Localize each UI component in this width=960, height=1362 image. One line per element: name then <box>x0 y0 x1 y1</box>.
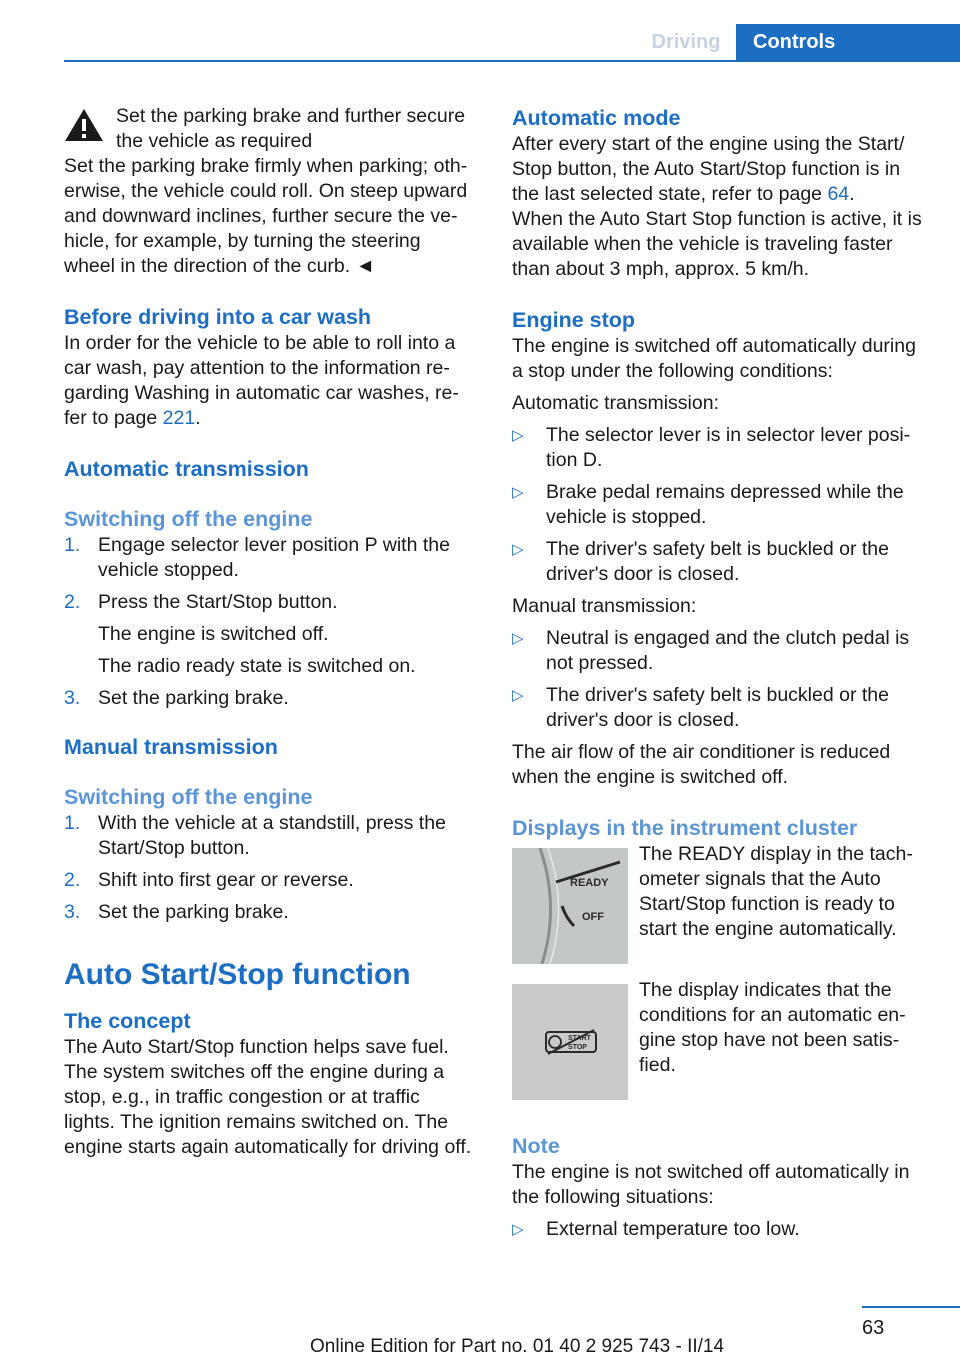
ready-display-text: The READY display in the tachometer signals that the Auto Start/Stop function is ready to start the engine automatically. <box>639 843 913 940</box>
warning-title <box>64 104 474 154</box>
step-number: 3. <box>64 687 81 709</box>
manual-transmission-heading: Manual transmission <box>64 735 278 759</box>
manual-switch-off-heading: Switching off the engine <box>64 785 313 809</box>
header-section-driving: Driving <box>651 31 721 53</box>
automatic-mode-end: . <box>849 183 855 205</box>
list-item <box>64 590 474 679</box>
step-text: Shift into first gear or reverse. <box>98 869 354 891</box>
ready-display-image <box>512 848 628 964</box>
automatic-label: Automatic transmission: <box>512 392 719 414</box>
page-221-link[interactable]: 221 <box>162 407 196 429</box>
list-item <box>64 533 474 583</box>
engine-stop-heading: Engine stop <box>512 308 636 332</box>
right-column <box>512 104 924 1249</box>
left-column <box>64 104 474 1167</box>
start-label: START <box>568 1035 591 1042</box>
note-list <box>512 1217 924 1242</box>
triangle-bullet-icon: ▷ <box>512 687 524 704</box>
warning-triangle-icon <box>64 108 104 142</box>
list-item-text: Brake pedal remains depressed while the vehicle is stopped. <box>546 481 904 528</box>
note-heading: Note <box>512 1134 560 1158</box>
warning-title-text: Set the parking brake and further secure the vehicle as required <box>116 105 466 152</box>
step-text: With the vehicle at a standstill, press the Start/Stop button. <box>98 812 446 859</box>
warning-body: Set the parking brake firmly when parking; otherwise, the vehicle could roll. On steep upward and downward inclines, further secure the vehicle, for example, by turning the steering wheel in the direction of the curb. ◄ <box>64 155 468 277</box>
ready-display-row <box>512 842 924 966</box>
off-label: OFF <box>582 911 604 923</box>
list-item <box>512 1217 924 1242</box>
triangle-bullet-icon: ▷ <box>512 1221 524 1238</box>
step-sub: The engine is switched off. <box>98 623 329 645</box>
air-conditioner-note: The air flow of the air conditioner is reduced when the engine is switched off. <box>512 741 891 788</box>
list-item <box>512 423 924 473</box>
step-sub: The radio ready state is switched on. <box>98 655 416 677</box>
triangle-bullet-icon: ▷ <box>512 541 524 558</box>
footer-rule <box>862 1306 960 1308</box>
car-wash-body <box>64 331 474 431</box>
step-number: 1. <box>64 534 81 556</box>
list-item-text: The driver's safety belt is buckled or the driver's door is closed. <box>546 538 889 585</box>
displays-heading: Displays in the instrument cluster <box>512 816 858 840</box>
manual-label: Manual transmission: <box>512 595 697 617</box>
engine-stop-intro: The engine is switched off automatically during a stop under the following conditions: <box>512 335 916 382</box>
automatic-mode-heading: Automatic mode <box>512 106 681 130</box>
list-item <box>64 811 474 861</box>
page-64-link[interactable]: 64 <box>827 183 850 205</box>
list-item-text: The selector lever is in selector lever position D. <box>546 424 911 471</box>
step-text: Set the parking brake. <box>98 687 289 709</box>
list-item <box>512 683 924 733</box>
automatic-mode-availability: When the Auto Start Stop function is active, it is available when the vehicle is traveling faster than about 3 mph, approx. 5 km/h. <box>512 208 922 280</box>
triangle-bullet-icon: ▷ <box>512 630 524 647</box>
list-item <box>512 537 924 587</box>
triangle-bullet-icon: ▷ <box>512 484 524 501</box>
automatic-mode-body <box>512 132 924 207</box>
note-body: The engine is not switched off automatically in the following situations: <box>512 1161 910 1208</box>
car-wash-heading: Before driving into a car wash <box>64 305 372 329</box>
step-number: 3. <box>64 901 81 923</box>
stop-label: STOP <box>568 1044 587 1051</box>
car-wash-text: In order for the vehicle to be able to roll into a car wash, pay attention to the information regarding Washing in automatic car washes, refer to page <box>64 332 459 429</box>
header-rule <box>64 60 960 62</box>
list-item-text: External temperature too low. <box>546 1218 800 1240</box>
auto-start-stop-title: Auto Start/Stop function <box>64 958 411 991</box>
ready-label: READY <box>570 877 609 889</box>
concept-body: The Auto Start/Stop function helps save fuel. The system switches off the engine during a stop, e.g., in traffic congestion or at traffic lights. The ignition remains switched on. The engine starts again automatically for driving off. <box>64 1036 472 1158</box>
list-item <box>64 868 474 893</box>
concept-heading: The concept <box>64 1009 191 1033</box>
edition-footer: Online Edition for Part no. 01 40 2 925 743 - II/14 <box>310 1336 725 1357</box>
triangle-bullet-icon: ▷ <box>512 427 524 444</box>
not-available-display-row <box>512 978 924 1102</box>
manual-switch-off-steps <box>64 811 474 925</box>
list-item-text: The driver's safety belt is buckled or the driver's door is closed. <box>546 684 889 731</box>
automatic-transmission-heading: Automatic transmission <box>64 457 309 481</box>
auto-switch-off-steps <box>64 533 474 711</box>
list-item <box>512 480 924 530</box>
auto-switch-off-heading: Switching off the engine <box>64 507 313 531</box>
step-text: Engage selector lever position P with the vehicle stopped. <box>98 534 450 581</box>
list-item-text: Neutral is engaged and the clutch pedal is not pressed. <box>546 627 910 674</box>
header-tab-controls: Controls <box>736 24 960 61</box>
list-item <box>64 900 474 925</box>
automatic-mode-text: After every start of the engine using the Start/ Stop button, the Auto Start/Stop function is in the last selected state, refer to page <box>512 133 905 205</box>
manual-conditions-list <box>512 626 924 733</box>
list-item <box>64 686 474 711</box>
start-stop-display-image <box>512 984 628 1100</box>
step-text: Press the Start/Stop button. <box>98 591 338 613</box>
page-number: 63 <box>862 1317 885 1339</box>
step-text: Set the parking brake. <box>98 901 289 923</box>
step-number: 2. <box>64 869 81 891</box>
list-item <box>512 626 924 676</box>
automatic-conditions-list <box>512 423 924 587</box>
tachometer-ready-icon <box>512 848 628 964</box>
step-number: 2. <box>64 591 81 613</box>
step-number: 1. <box>64 812 81 834</box>
car-wash-end: . <box>195 407 201 429</box>
start-stop-crossed-icon <box>512 984 628 1100</box>
not-available-display-text: The display indicates that the conditions for an automatic engine stop have not been satisfied. <box>639 979 906 1076</box>
